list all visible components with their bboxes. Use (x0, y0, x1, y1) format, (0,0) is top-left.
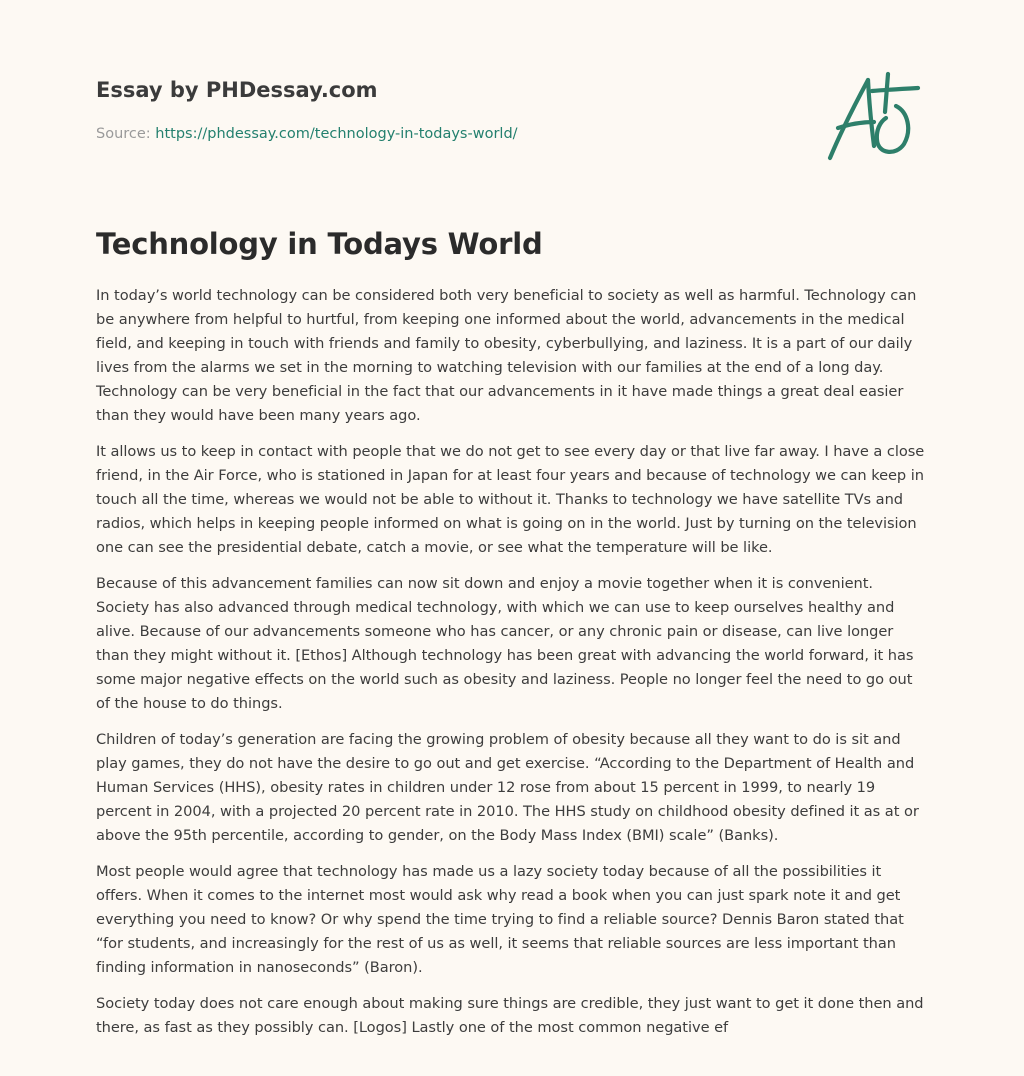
paragraph: Because of this advancement families can now sit down and enjoy a movie together when it is convenient. Society has also advanced through medical technology, with which we can use to keep ourselves healthy and alive. Because of our advancements someone who has cancer, or any chronic pain or disease, can live longer than they might without it. [Ethos] Although technology has been great with advancing the world forward, it has some major negative effects on the world such as obesity and laziness. People no longer feel the need to go out of the house to do things. (96, 575, 914, 712)
source-link[interactable]: https://phdessay.com/technology-in-todays-world/ (155, 126, 518, 142)
paragraph: In today’s world technology can be considered both very beneficial to society as well as harmful. Technology can be anywhere from helpful to hurtful, from keeping one informed about the world, advancements in the medical field, and keeping in touch with friends and family to obesity, cyberbullying, and laziness. It is a part of our daily lives from the alarms we set in the morning to watching television with our families at the end of a long day. Technology can be very beneficial in the fact that our advancements in it have made things a great deal easier than they would have been many years ago. (96, 287, 917, 424)
paragraph: Society today does not care enough about making sure things are credible, they just want to get it done then and there, as fast as they possibly can. [Logos] Lastly one of the most common negative ef (96, 995, 924, 1036)
paragraph: It allows us to keep in contact with people that we do not get to see every day or that live far away. I have a close friend, in the Air Force, who is stationed in Japan for at least four years and because of technology we can keep in touch all the time, whereas we would not be able to without it. Thanks to technology we have satellite TVs and radios, which helps in keeping people informed on what is going on in the world. Just by turning on the television one can see the presidential debate, catch a movie, or see what the temperature will be like. (96, 443, 925, 556)
source-label: Source: (96, 126, 156, 142)
logo-a-crossbar (838, 122, 874, 128)
a-plus-logo (824, 68, 928, 168)
source-line (96, 124, 518, 144)
paragraph: Children of today’s generation are facing the growing problem of obesity because all they want to do is sit and play games, they do not have the desire to go out and get exercise. “According to the Department of Health and Human Services (HHS), obesity rates in children under 12 rose from about 15 percent in 1999, to nearly 19 percent in 2004, with a projected 20 percent rate in 2010. The HHS study on childhood obesity defined it as at or above the 95th percentile, according to gender, on the Body Mass Index (BMI) scale” (Banks). (96, 731, 919, 844)
essay-title: Technology in Todays World (96, 227, 543, 261)
logo-plus-horizontal (872, 88, 918, 91)
paragraph: Most people would agree that technology has made us a lazy society today because of all the possibilities it offers. When it comes to the internet most would ask why read a book when you can just spark note it and get everything you need to know? Or why spend the time trying to find a reliable source? Dennis Baron stated that “for students, and increasingly for the rest of us as well, it seems that reliable sources are less important than finding information in nanoseconds” (Baron). (96, 863, 904, 976)
essay-body (96, 284, 928, 1052)
logo-swoosh (877, 106, 908, 152)
logo-plus-vertical (885, 74, 888, 112)
brand-title: Essay by PHDessay.com (96, 78, 378, 102)
logo-a-left-stroke (830, 80, 868, 158)
